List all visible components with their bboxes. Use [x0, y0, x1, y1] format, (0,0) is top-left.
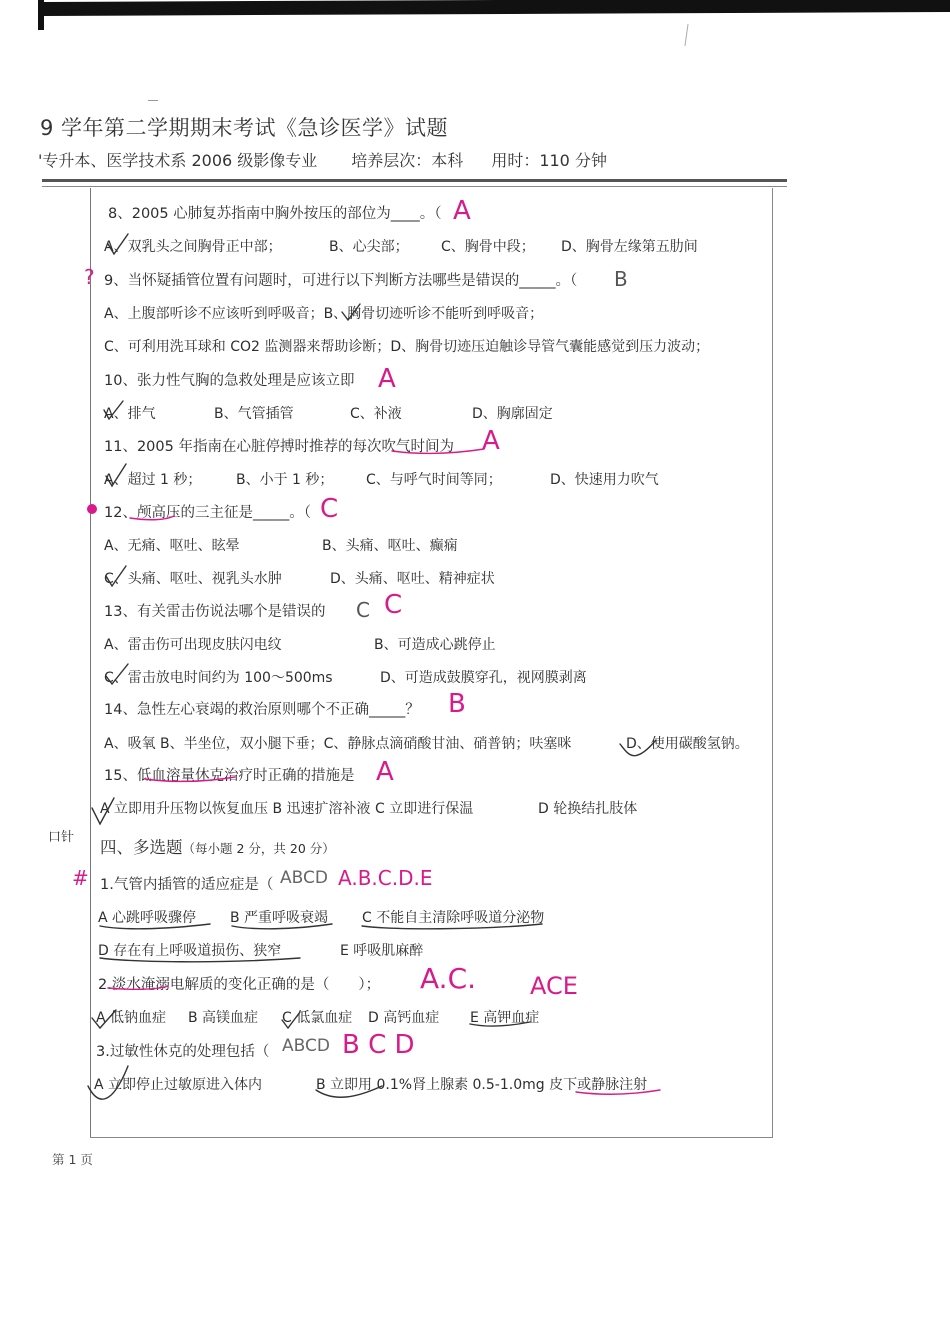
page-number: 第 1 页 — [52, 1152, 93, 1167]
option: C 不能自主清除呼吸道分泌物 — [362, 910, 545, 926]
option: B 立即用 0.1%肾上腺素 0.5-1.0mg 皮下或静脉注射 — [316, 1077, 648, 1093]
question-11: 11、2005 年指南在心脏停搏时推荐的每次吹气时间为 — [104, 439, 454, 455]
multi-question-1: 1.气管内插管的适应症是（ — [100, 877, 274, 893]
question-14: 14、急性左心衰竭的救治原则哪个不正确_____？ — [104, 702, 420, 718]
question-9-option-ab: A、上腹部听诊不应该听到呼吸音；B、胸骨切迹听诊不能听到呼吸音； — [104, 306, 544, 322]
option: C、补液 — [350, 406, 402, 422]
handwritten-answer-q12: C — [320, 494, 339, 524]
option: B、头痛、呕吐、癫痫 — [322, 538, 458, 554]
question-13: 13、有关雷击伤说法哪个是错误的 — [104, 604, 326, 620]
check-mark — [88, 1066, 128, 1099]
section-title: 四、多选题 — [100, 838, 183, 857]
handwritten-pencil-m1: ABCD — [280, 868, 328, 888]
option: A 立即用升压物以恢复血压 B 迅速扩溶补液 C 立即进行保温 — [100, 801, 474, 817]
multi-question-2: 2.淡水淹溺电解质的变化正确的是（ ）； — [98, 977, 381, 993]
underline — [108, 986, 168, 989]
option: D、可造成鼓膜穿孔，视网膜剥离 — [380, 670, 587, 686]
underline — [100, 958, 300, 962]
side-label: 口针 — [48, 830, 75, 845]
handwritten-answer-m2: A.C. — [420, 962, 477, 995]
exam-title: 9 学年第二学期期末考试《急诊医学》试题 — [40, 116, 449, 140]
handwritten-answer-q13: C — [384, 590, 403, 620]
option: D、胸廓固定 — [472, 406, 553, 422]
check-mark — [104, 401, 123, 419]
option: E 高钾血症 — [470, 1010, 540, 1026]
option: D 轮换结扎肢体 — [538, 801, 638, 817]
option: A 立即停止过敏原进入体内 — [94, 1077, 263, 1093]
check-mark — [106, 664, 128, 684]
check-mark — [620, 740, 656, 756]
handwritten-answer-q15: A — [376, 757, 394, 787]
option: E 呼吸肌麻醉 — [340, 943, 424, 959]
check-mark — [108, 234, 128, 254]
handwritten-hash-mark: # — [72, 866, 89, 890]
option: D、使用碳酸氢钠。 — [626, 736, 749, 752]
option: D 高钙血症 — [368, 1010, 440, 1026]
underline — [130, 516, 174, 520]
underline — [470, 1022, 530, 1026]
option: C、与呼气时间等同； — [366, 472, 502, 488]
option: D、快速用力吹气 — [550, 472, 659, 488]
check-mark — [92, 798, 114, 824]
option: C、雷击放电时间约为 100～500ms — [104, 670, 333, 686]
question-8: 8、2005 心肺复苏指南中胸外按压的部位为____。（ — [108, 206, 442, 222]
underline — [100, 924, 210, 929]
option: B、可造成心跳停止 — [374, 637, 496, 653]
option: A 心跳呼吸骤停 — [98, 910, 197, 926]
underline — [576, 1090, 660, 1094]
underline — [145, 777, 235, 781]
option: A、排气 — [104, 406, 156, 422]
option: B、小于 1 秒； — [236, 472, 334, 488]
check-mark — [106, 464, 126, 486]
handwritten-answer-q14: B — [448, 689, 466, 719]
section-note: （每小题 2 分，共 20 分） — [182, 841, 335, 856]
option: C、胸骨中段； — [441, 239, 535, 255]
handwritten-answer-q11: A — [482, 426, 500, 456]
handwritten-side-m2: ACE — [530, 972, 578, 1000]
option: A、超过 1 秒； — [104, 472, 202, 488]
option: B、心尖部； — [329, 239, 409, 255]
underline — [92, 1010, 116, 1028]
subtitle-class: '专升本、医学技术系 2006 级影像专业 — [38, 151, 318, 170]
question-10: 10、张力性气胸的急救处理是应该立即 — [104, 373, 355, 389]
option: D、胸骨左缘第五肋间 — [561, 239, 698, 255]
option: B 严重呼吸衰竭 — [230, 910, 329, 926]
handwritten-answer-q10: A — [378, 364, 396, 394]
handwritten-answer-m3: B C D — [342, 1030, 415, 1060]
handwritten-answer-q9: B — [614, 267, 628, 291]
underline — [232, 924, 332, 929]
question-15: 15、低血溶量休克治疗时正确的措施是 — [104, 768, 355, 784]
option: D 存在有上呼吸道损伤、狭窄 — [98, 943, 282, 959]
option: C 低氯血症 — [282, 1010, 353, 1026]
handwritten-pencil-m3: ABCD — [282, 1036, 330, 1056]
check-mark — [106, 566, 126, 586]
option: A 低钠血症 — [96, 1010, 167, 1026]
question-9: 9、当怀疑插管位置有问题时，可进行以下判断方法哪些是错误的_____。（ — [104, 273, 578, 289]
option: A、吸氧 B、半坐位，双小腿下垂；C、静脉点滴硝酸甘油、硝普钠；呋塞咪 — [104, 736, 572, 752]
ink-dot — [87, 504, 97, 514]
underline — [316, 1086, 382, 1097]
underline — [282, 1012, 300, 1028]
handwritten-question-mark: ? — [84, 265, 95, 289]
option: D、头痛、呕吐、精神症状 — [330, 571, 495, 587]
question-12: 12、颅高压的三主征是_____。（ — [104, 505, 311, 521]
handwritten-answer-q8: A — [453, 196, 471, 226]
option: A、雷击伤可出现皮肤闪电纹 — [104, 637, 282, 653]
underline — [362, 924, 542, 929]
handwritten-answer-m1: A.B.C.D.E — [338, 866, 433, 890]
check-mark — [342, 304, 360, 320]
option: B 高镁血症 — [188, 1010, 259, 1026]
question-9-option-cd: C、可利用洗耳球和 CO2 监测器来帮助诊断；D、胸骨切迹压迫触诊导管气囊能感觉到压力波动； — [104, 339, 710, 355]
subtitle-time: 用时：110 分钟 — [491, 151, 607, 170]
option: A、双乳头之间胸骨正中部； — [104, 239, 282, 255]
option: A、无痛、呕吐、眩晕 — [104, 538, 240, 554]
subtitle-level: 培养层次：本科 — [351, 151, 464, 170]
option: B、气管插管 — [214, 406, 294, 422]
option: C、头痛、呕吐、视乳头水肿 — [104, 571, 282, 587]
underline — [392, 449, 484, 453]
handwritten-blank-q13: C — [356, 598, 370, 622]
multi-question-3: 3.过敏性休克的处理包括（ — [96, 1044, 270, 1060]
